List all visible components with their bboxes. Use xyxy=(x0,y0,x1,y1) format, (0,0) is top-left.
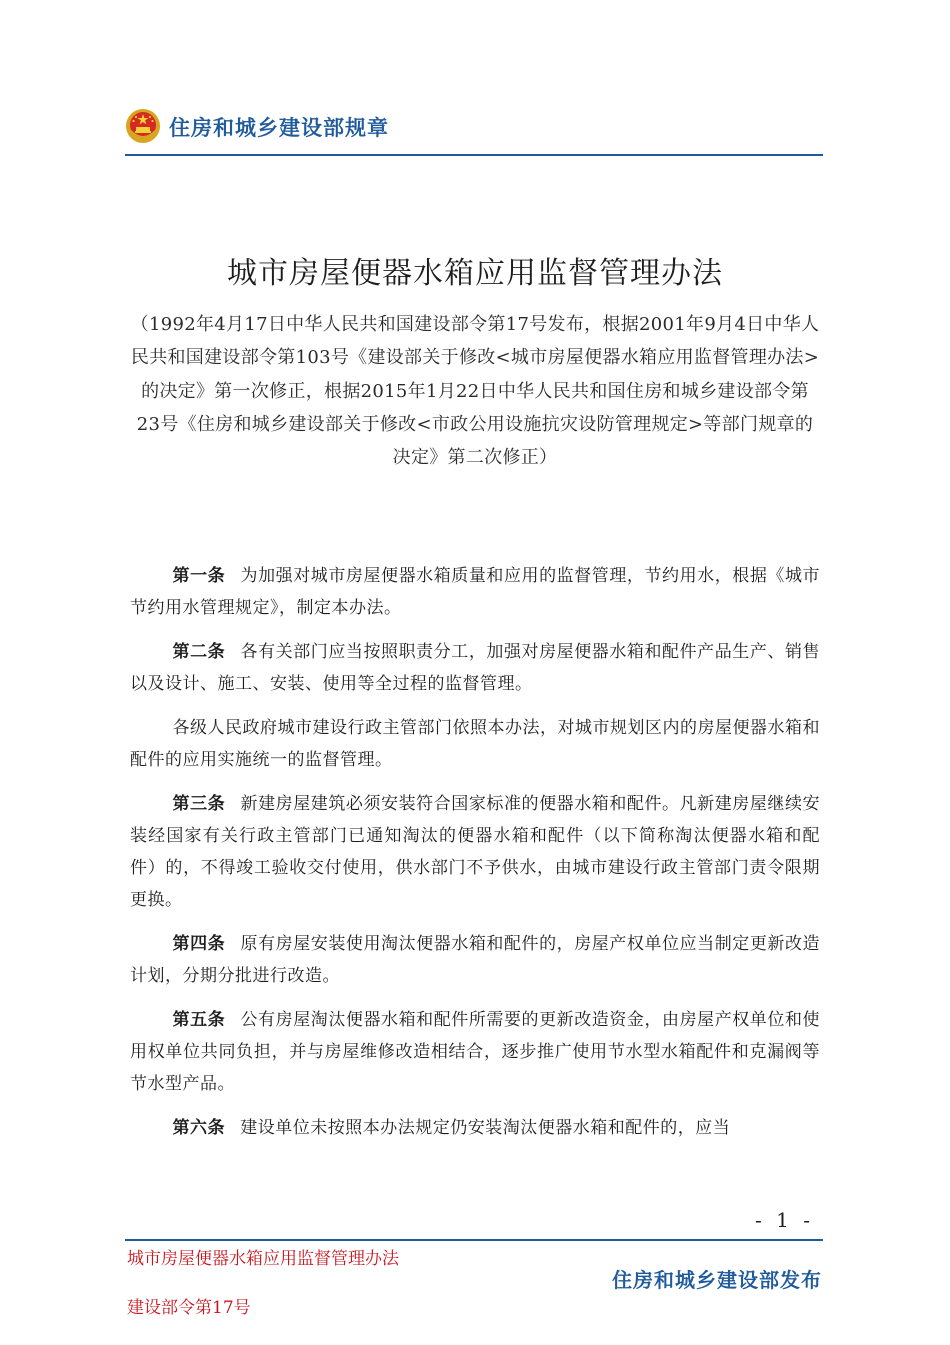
paragraph xyxy=(130,928,820,992)
paragraph xyxy=(130,560,820,624)
document-body xyxy=(130,560,820,1156)
footer-publisher: 住房和城乡建设部发布 xyxy=(612,1268,822,1292)
national-emblem-icon xyxy=(125,108,161,144)
paragraph-text: 新建房屋建筑必须安装符合国家标准的便器水箱和配件。凡新建房屋继续安装经国家有关行政主管部门已通知淘汰的便器水箱和配件（以下简称淘汰便器水箱和配件）的，不得竣工验收交付使用，供水部门不予供水，由城市建设行政主管部门责令限期更换。 xyxy=(130,794,821,910)
article-label: 第六条 xyxy=(172,1118,225,1138)
paragraph-text: 公有房屋淘汰便器水箱和配件所需要的更新改造资金，由房屋产权单位和使用权单位共同负担，并与房屋维修改造相结合，逐步推广使用节水型水箱配件和克漏阀等节水型产品。 xyxy=(130,1010,821,1094)
footer-divider xyxy=(125,1239,823,1241)
article-label: 第三条 xyxy=(172,794,226,814)
article-label: 第一条 xyxy=(172,566,226,586)
paragraph-text: 为加强对城市房屋便器水箱质量和应用的监督管理，节约用水，根据《城市节约用水管理规定》，制定本办法。 xyxy=(130,566,821,618)
paragraph-text: 各有关部门应当按照职责分工，加强对房屋便器水箱和配件产品生产、销售以及设计、施工、安装、使用等全过程的监督管理。 xyxy=(130,642,821,694)
footer-decree-number: 建设部令第17号 xyxy=(127,1298,251,1318)
article-label: 第二条 xyxy=(172,642,226,662)
paragraph xyxy=(130,636,820,700)
paragraph-text: 各级人民政府城市建设行政主管部门依照本办法，对城市规划区内的房屋便器水箱和配件的应用实施统一的监督管理。 xyxy=(130,718,820,770)
paragraph xyxy=(130,712,820,776)
page-header xyxy=(125,104,823,156)
page-number: - 1 - xyxy=(755,1208,814,1232)
article-label: 第四条 xyxy=(172,934,226,954)
paragraph xyxy=(130,788,820,916)
paragraph-text: 建设单位未按照本办法规定仍安装淘汰便器水箱和配件的，应当 xyxy=(240,1118,731,1138)
paragraph-text: 原有房屋安装使用淘汰便器水箱和配件的，房屋产权单位应当制定更新改造计划，分期分批进行改造。 xyxy=(130,934,821,986)
header-divider xyxy=(125,154,823,156)
article-label: 第五条 xyxy=(172,1010,226,1030)
document-subtitle: （1992年4月17日中华人民共和国建设部令第17号发布，根据2001年9月4日中华人民共和国建设部令第103号《建设部关于修改<城市房屋便器水箱应用监督管理办法>的决定》第一次修正，根据2015年1月22日中华人民共和国住房和城乡建设部令第23号《住房和城乡建设部关于修改<市政公用设施抗灾设防管理规定>等部门规章的决定》第二次修正） xyxy=(130,314,820,469)
paragraph xyxy=(130,1004,820,1100)
document-title: 城市房屋便器水箱应用监督管理办法 xyxy=(227,256,723,291)
footer-document-name: 城市房屋便器水箱应用监督管理办法 xyxy=(127,1249,399,1269)
header-title: 住房和城乡建设部规章 xyxy=(169,116,389,140)
paragraph xyxy=(130,1112,820,1144)
